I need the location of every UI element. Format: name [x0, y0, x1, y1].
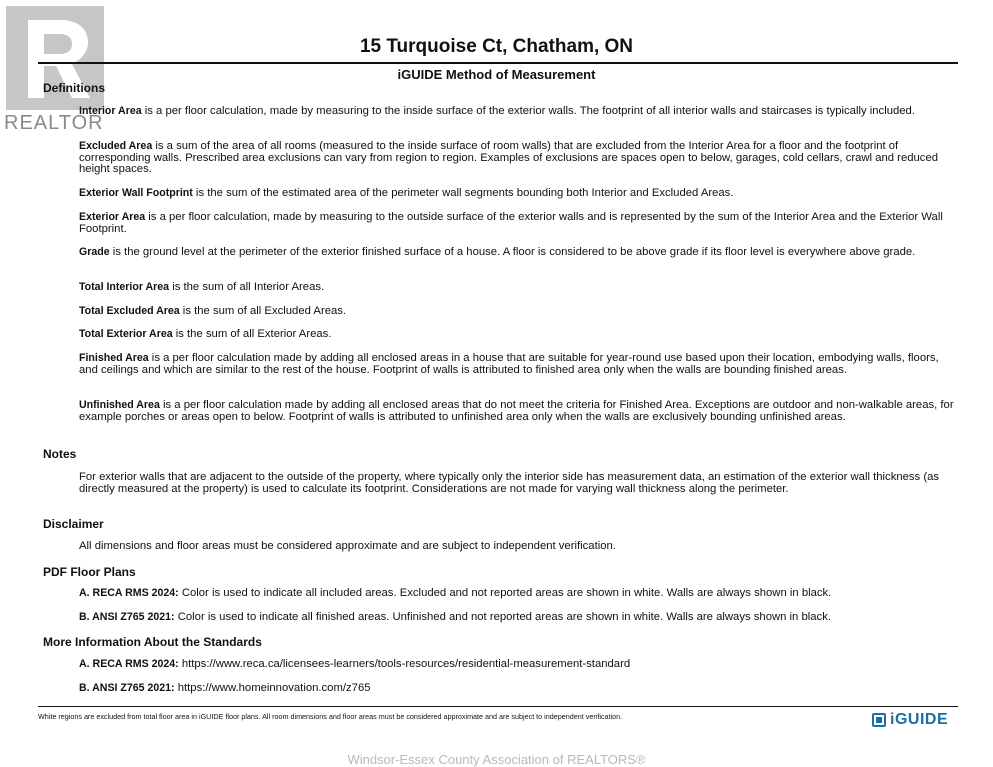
disclaimer-text: All dimensions and floor areas must be considered approximate and are subject to independent verification.	[79, 540, 616, 552]
definition-exterior-area	[79, 212, 959, 235]
standard-term: B. ANSI Z765 2021:	[79, 682, 175, 694]
definition-interior-area	[79, 106, 959, 118]
definition-term: Finished Area	[79, 352, 149, 364]
disclaimer-heading: Disclaimer	[43, 517, 104, 531]
standard-term: A. RECA RMS 2024:	[79, 658, 179, 670]
definition-term: Unfinished Area	[79, 399, 160, 411]
footer-divider	[38, 706, 958, 707]
realtor-logo-text: REALTOR	[4, 112, 104, 134]
definition-total-interior-area	[79, 282, 959, 294]
definition-text: is the sum of all Excluded Areas.	[179, 305, 347, 317]
definition-term: Grade	[79, 246, 110, 258]
definition-text: is a per floor calculation, made by measuring to the inside surface of the exterior walls. The footprint of all interior walls and staircases is typically included.	[141, 105, 915, 117]
definition-term: Interior Area	[79, 105, 142, 117]
definition-excluded-area	[79, 141, 959, 176]
definition-term: Total Excluded Area	[79, 305, 180, 317]
definition-term: Excluded Area	[79, 140, 153, 152]
definition-grade	[79, 247, 959, 259]
definition-total-excluded-area	[79, 306, 959, 318]
definition-finished-area	[79, 353, 959, 376]
iguide-logo-icon	[872, 713, 886, 727]
pdf-floor-plans-item-b	[79, 612, 959, 624]
definition-exterior-wall-footprint	[79, 188, 959, 200]
standard-link[interactable]: https://www.homeinnovation.com/z765	[174, 682, 371, 694]
more-info-item-a	[79, 659, 959, 671]
more-info-heading: More Information About the Standards	[43, 635, 262, 649]
notes-heading: Notes	[43, 447, 77, 461]
footer-note: White regions are excluded from total floor area in iGUIDE floor plans. All room dimensions and floor areas must be considered approximate and are subject to independent verification.	[38, 712, 623, 721]
definition-term: Exterior Wall Footprint	[79, 187, 193, 199]
definition-text: is a sum of the area of all rooms (measured to the inside surface of room walls) that are excluded from the Interior Area for a floor and the footprint of corresponding walls. Prescribed area exclusions can vary from region to region. Examples of exclusions are spaces open to below, garages, cold cellars, crawl and reduced height spaces.	[79, 140, 939, 175]
title-divider	[38, 62, 958, 64]
pdf-floor-plans-item-a	[79, 588, 959, 600]
standard-text: Color is used to indicate all finished areas. Unfinished and not reported areas are shown in white. Walls are always shown in black.	[174, 611, 831, 623]
standard-text: Color is used to indicate all included areas. Excluded and not reported areas are shown in white. Walls are always shown in black.	[178, 587, 832, 599]
pdf-floor-plans-heading: PDF Floor Plans	[43, 565, 136, 579]
definition-text: is the ground level at the perimeter of the exterior finished surface of a house. A floor is considered to be above grade if its floor level is everywhere above grade.	[109, 246, 916, 258]
page-subtitle: iGUIDE Method of Measurement	[397, 67, 596, 82]
definition-term: Total Exterior Area	[79, 328, 173, 340]
definition-text: is the sum of all Interior Areas.	[169, 281, 325, 293]
iguide-logo	[872, 709, 948, 731]
definition-text: is a per floor calculation made by adding all enclosed areas that do not meet the criteria for Finished Area. Exceptions are outdoor and non-walkable areas, for example porches or areas open to below. Footprint of walls is attributed to unfinished area only when the walls are exclusively bounding unfinished areas.	[79, 399, 954, 423]
definitions-heading: Definitions	[43, 81, 105, 95]
definition-text: is a per floor calculation made by adding all enclosed areas in a house that are suitable for year-round use based upon their location, embodying walls, floors, and ceilings and which are similar to the rest of the house. Footprint of walls is attributed to finished area only when the walls are bounding finished areas.	[79, 352, 939, 376]
definition-term: Total Interior Area	[79, 281, 170, 293]
standard-link[interactable]: https://www.reca.ca/licensees-learners/tools-resources/residential-measurement-standard	[178, 658, 631, 670]
definition-unfinished-area	[79, 400, 959, 423]
definition-term: Exterior Area	[79, 211, 146, 223]
iguide-logo-text: iGUIDE	[890, 711, 949, 728]
standard-term: B. ANSI Z765 2021:	[79, 611, 175, 623]
standard-term: A. RECA RMS 2024:	[79, 587, 179, 599]
definition-text: is the sum of all Exterior Areas.	[172, 328, 332, 340]
notes-text: For exterior walls that are adjacent to the outside of the property, where typically only the interior side has measurement data, an estimation of the exterior wall thickness (as directly measured at the property) is used to calculate its footprint. Considerations are not made for varying wall thickness along the perimeter.	[79, 471, 940, 495]
definition-text: is the sum of the estimated area of the perimeter wall segments bounding both Interior and Excluded Areas.	[192, 187, 734, 199]
association-watermark: Windsor-Essex County Association of REALTORS®	[347, 752, 646, 767]
more-info-item-b	[79, 683, 959, 695]
definition-text: is a per floor calculation, made by measuring to the outside surface of the exterior walls and is represented by the sum of the Interior Area and the Exterior Wall Footprint.	[79, 211, 943, 235]
page-title: 15 Turquoise Ct, Chatham, ON	[359, 36, 634, 57]
definition-total-exterior-area	[79, 329, 959, 341]
